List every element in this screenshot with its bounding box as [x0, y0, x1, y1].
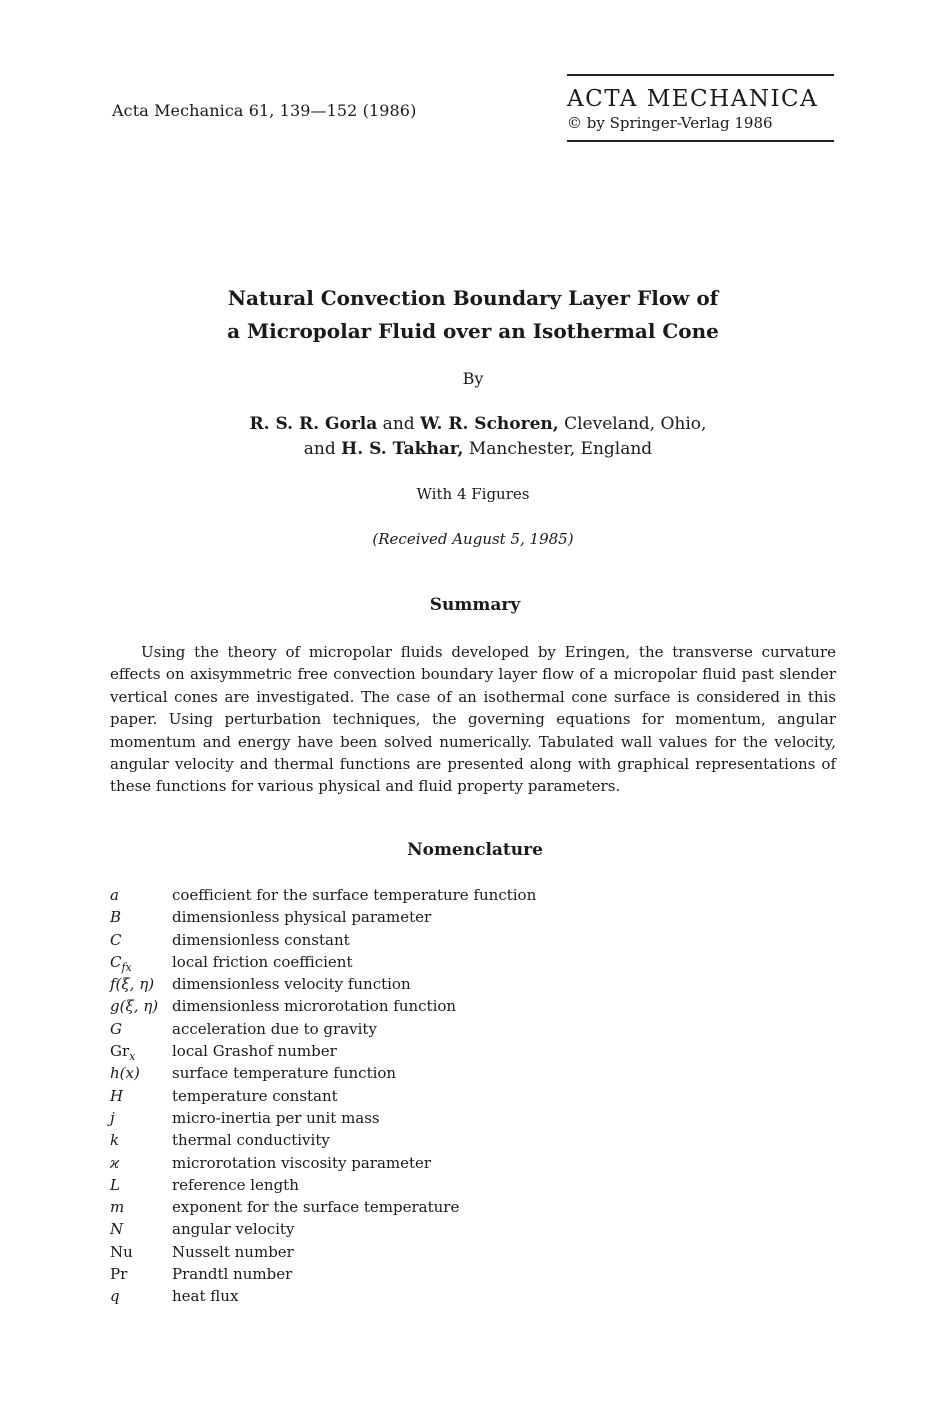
nomenclature-symbol: N: [110, 1220, 124, 1239]
nomenclature-symbol: h(x): [110, 1064, 140, 1083]
nomenclature-item: [110, 1287, 710, 1309]
author-location: Manchester, England: [463, 439, 653, 459]
nomenclature-symbol: f(ξ, η): [110, 975, 155, 994]
nomenclature-definition: Prandtl number: [172, 1265, 293, 1284]
nomenclature-item: [110, 1131, 710, 1153]
nomenclature-definition: local friction coefficient: [172, 952, 353, 971]
received-date: (Received August 5, 1985): [372, 530, 574, 548]
nomenclature-symbol: j: [110, 1108, 115, 1127]
nomenclature-item: [110, 953, 710, 975]
figure-count: With 4 Figures: [416, 485, 530, 503]
paper-title: [0, 282, 938, 348]
nomenclature-item: [110, 1220, 710, 1242]
nomenclature-symbol: L: [110, 1175, 120, 1194]
author-gorla: R. S. R. Gorla: [249, 414, 378, 434]
nomenclature-definition: micro-inertia per unit mass: [172, 1108, 380, 1127]
nomenclature-symbol: q: [110, 1287, 120, 1306]
nomenclature-symbol: g(ξ, η): [110, 997, 159, 1016]
nomenclature-symbol: k: [110, 1131, 120, 1150]
nomenclature-item: [110, 908, 710, 930]
nomenclature-item: [110, 1176, 710, 1198]
nomenclature-item: [110, 1243, 710, 1265]
nomenclature-definition: temperature constant: [172, 1086, 338, 1105]
nomenclature-definition: dimensionless constant: [172, 930, 350, 949]
author-location: Cleveland, Ohio,: [558, 414, 707, 434]
summary-text: Using the theory of micropolar fluids developed by Eringen, the transverse curvature effects on axisymmetric free convection boundary layer flow of a micropolar fluid past slender vertical cones are investigated. The case of an isothermal cone surface is considered in this paper. Using perturbation techniques, the governing equations for momentum, angular momentum and energy have been solved numerically. Tabulated wall values for the velocity, angular velocity and thermal functions are presented along with graphical representations of these functions for various physical and fluid property parameters.: [110, 643, 836, 796]
nomenclature-symbol: B: [110, 908, 122, 927]
nomenclature-item: [110, 1265, 710, 1287]
nomenclature-item: [110, 1087, 710, 1109]
nomenclature-definition: surface temperature function: [172, 1064, 397, 1083]
nomenclature-definition: thermal conductivity: [172, 1131, 330, 1150]
author-list: [0, 412, 938, 462]
nomenclature-definition: dimensionless velocity function: [172, 975, 411, 994]
title-line-1: Natural Convection Boundary Layer Flow of: [227, 286, 719, 310]
nomenclature-item: [110, 1042, 710, 1064]
nomenclature-definition: dimensionless microrotation function: [172, 997, 457, 1016]
author-takhar: H. S. Takhar,: [341, 439, 464, 459]
nomenclature-definition: reference length: [172, 1175, 299, 1194]
nomenclature-item: [110, 931, 710, 953]
masthead-copyright: © by Springer-Verlag 1986: [567, 114, 773, 132]
authors-line-1: [0, 412, 938, 437]
nomenclature-definition: dimensionless physical parameter: [172, 908, 432, 927]
nomenclature-item: [110, 975, 710, 997]
journal-reference: Acta Mechanica 61, 139—152 (1986): [112, 101, 417, 120]
nomenclature-definition: exponent for the surface temperature: [172, 1198, 460, 1217]
nomenclature-item: [110, 1109, 710, 1131]
nomenclature-symbol: H: [110, 1086, 124, 1105]
nomenclature-symbol: a: [110, 886, 119, 904]
nomenclature-symbol: ϰ: [110, 1153, 120, 1172]
nomenclature-symbol: $C_{fx}$: [110, 952, 132, 974]
nomenclature-definition: coefficient for the surface temperature function: [172, 886, 537, 904]
authors-line-2: [0, 437, 938, 462]
nomenclature-symbol: C: [110, 930, 122, 949]
nomenclature-symbol: $Gr_x$: [110, 1042, 136, 1064]
nomenclature-definition: local Grashof number: [172, 1042, 337, 1061]
nomenclature-definition: angular velocity: [172, 1220, 295, 1239]
nomenclature-definition: acceleration due to gravity: [172, 1019, 377, 1038]
summary-heading: Summary: [429, 595, 521, 615]
nomenclature-definition: Nusselt number: [172, 1242, 294, 1261]
nomenclature-item: [110, 997, 710, 1019]
nomenclature-item: [110, 1064, 710, 1086]
author-schoren: W. R. Schoren,: [420, 414, 559, 434]
nomenclature-list: [110, 886, 710, 1310]
masthead-name: ACTA MECHANICA: [567, 86, 819, 112]
nomenclature-definition: heat flux: [172, 1287, 239, 1306]
nomenclature-definition: microrotation viscosity parameter: [172, 1153, 432, 1172]
nomenclature-symbol: m: [110, 1198, 125, 1217]
journal-masthead: [567, 74, 834, 142]
nomenclature-symbol: Pr: [110, 1265, 128, 1284]
title-line-2: a Micropolar Fluid over an Isothermal Cone: [227, 319, 719, 343]
by-line: By: [462, 369, 484, 388]
nomenclature-symbol: Nu: [110, 1242, 133, 1261]
author-conjunction: and: [303, 439, 342, 459]
nomenclature-item: [110, 886, 710, 908]
nomenclature-item: [110, 1198, 710, 1220]
author-conjunction: and: [377, 414, 421, 434]
nomenclature-symbol: G: [110, 1019, 122, 1038]
nomenclature-item: [110, 1020, 710, 1042]
nomenclature-item: [110, 1154, 710, 1176]
nomenclature-heading: Nomenclature: [407, 840, 543, 860]
